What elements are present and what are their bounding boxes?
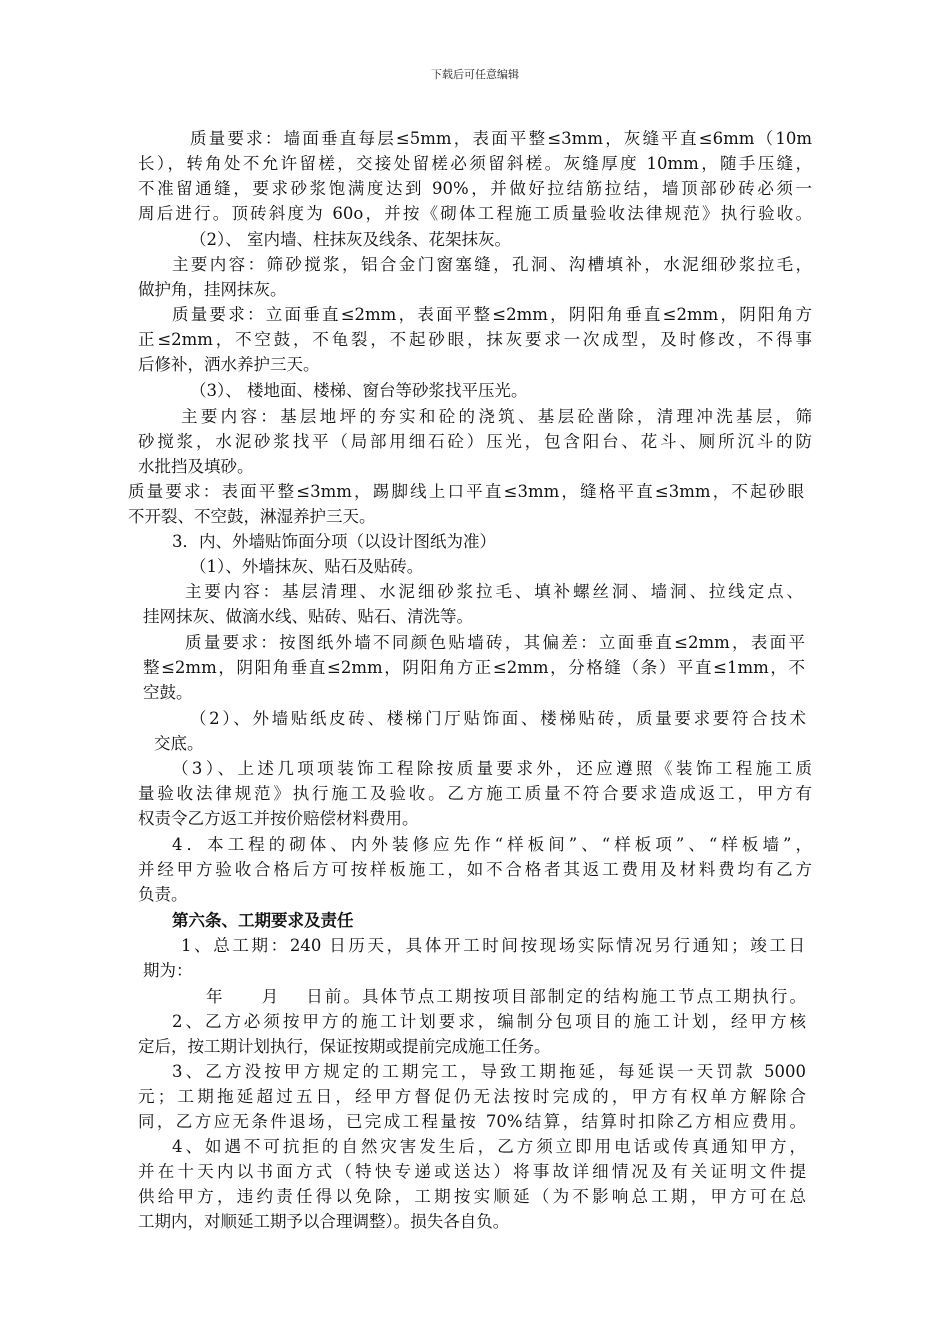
text-line: 长），转角处不允许留槎，交接处留槎必须留斜槎。灰缝厚度 10mm，随手压缝，	[138, 154, 812, 173]
text-line: 主要内容：基层清理、水泥细砂浆拉毛、填补螺丝洞、墙洞、拉线定点、	[185, 582, 803, 601]
text-line: 不准留通缝，要求砂浆饱满度达到 90%，并做好拉结筋拉结，墙顶部砂砖必须一	[138, 179, 812, 198]
text-line: 砂搅浆，水泥砂浆找平（局部用细石砼）压光，包含阳台、花斗、厕所沉斗的防	[138, 432, 812, 451]
text-line: 主要内容：基层地坪的夯实和砼的浇筑、基层砼凿除，清理冲洗基层，筛	[181, 407, 812, 426]
text-line: 挂网抹灰、做滴水线、贴砖、贴石、清洗等。	[143, 607, 473, 626]
text-line: 权责令乙方返工并按价赔偿材料费用。	[138, 809, 419, 828]
text-line: 4．本工程的砌体、内外装修应先作“样板间”、“样板项”、“样板墙”，	[172, 835, 812, 854]
text-line: 做护角，挂网抹灰。	[138, 280, 287, 299]
text-line: 质量要求：表面平整≤3mm，踢脚线上口平直≤3mm，缝格平直≤3mm，不起砂眼	[128, 482, 804, 501]
text-line: 主要内容：筛砂搅浆，铝合金门窗塞缝，孔洞、沟槽填补，水泥细砂浆拉毛，	[172, 255, 812, 274]
text-line: 周后进行。顶砖斜度为 60o，并按《砌体工程施工质量验收法律规范》执行验收。	[138, 204, 812, 223]
text-line: 正≤2mm，不空鼓，不龟裂，不起砂眼，抹灰要求一次成型，及时修改，不得事	[138, 330, 812, 349]
text-line: 量验收法律规范》执行施工及验收。乙方施工质量不符合要求造成返工，甲方有	[138, 784, 812, 803]
text-line: 定后，按工期计划执行，保证按期或提前完成施工任务。	[138, 1037, 551, 1056]
text-line: （2）、 室内墙、柱抹灰及线条、花架抹灰。	[190, 230, 511, 249]
text-line: 并经甲方验收合格后方可按样板施工，如不合格者其返工费用及材料费均有乙方	[138, 860, 812, 879]
text-line: 整≤2mm，阴阳角垂直≤2mm，阴阳角方正≤2mm，分格缝（条）平直≤1mm，不	[143, 658, 805, 677]
text-line: 2、乙方必须按甲方的施工计划要求，编制分包项目的施工计划，经甲方核	[172, 1012, 806, 1031]
text-line: 质量要求：墙面垂直每层≤5mm，表面平整≤3mm，灰缝平直≤6mm（10m	[190, 129, 812, 148]
text-line: 空鼓。	[143, 683, 193, 702]
text-line: 年 月 日前。具体节点工期按项目部制定的结构施工节点工期执行。	[206, 987, 806, 1006]
page-header: 下载后可任意编辑	[431, 68, 519, 81]
text-line: 后修补，洒水养护三天。	[138, 355, 320, 374]
text-line: 水批挡及填砂。	[138, 457, 254, 476]
text-line: 元；工期拖延超过五日，经甲方督促仍无法按时完成的，甲方有权单方解除合	[138, 1087, 806, 1106]
text-line: 工期内，对顺延工期予以合理调整）。损失各自负。	[138, 1212, 510, 1231]
text-line: 同，乙方应无条件退场，已完成工程量按 70%结算，结算时扣除乙方相应费用。	[138, 1112, 806, 1131]
text-line: 4、如遇不可抗拒的自然灾害发生后，乙方须立即用电话或传真通知甲方，	[172, 1137, 806, 1156]
text-line: 负责。	[138, 885, 188, 904]
text-line: （3）、 楼地面、楼梯、窗台等砂浆找平压光。	[190, 381, 528, 400]
text-line: （1）、外墙抹灰、贴石及贴砖。	[190, 557, 424, 576]
text-line: 1、总工期：240 日历天，具体开工时间按现场实际情况另行通知；竣工日	[181, 936, 805, 955]
text-line: 交底。	[154, 734, 204, 753]
text-line: 期为：	[143, 961, 193, 980]
text-line: 质量要求：按图纸外墙不同颜色贴墙砖，其偏差：立面垂直≤2mm，表面平	[185, 633, 805, 652]
text-line: 不开裂、不空鼓，淋湿养护三天。	[128, 507, 376, 526]
text-line: 并在十天内以书面方式（特快专递或送达）将事故详细情况及有关证明文件提	[138, 1162, 806, 1181]
text-line: 质量要求：立面垂直≤2mm，表面平整≤2mm，阴阳角垂直≤2mm，阴阳角方	[172, 305, 812, 324]
section-heading: 第六条、工期要求及责任	[172, 911, 354, 930]
text-line: 3、乙方没按甲方规定的工期完工，导致工期拖延，每延误一天罚款 5000	[172, 1062, 806, 1081]
text-line: 供给甲方，违约责任得以免除，工期按实顺延（为不影响总工期，甲方可在总	[138, 1187, 806, 1206]
text-line: （3）、上述几项项装饰工程除按质量要求外，还应遵照《装饰工程施工质	[172, 759, 812, 778]
text-line: （2）、外墙贴纸皮砖、楼梯门厅贴饰面、楼梯贴砖，质量要求要符合技术	[190, 709, 806, 728]
text-line: 3．内、外墙贴饰面分项（以设计图纸为准）	[172, 532, 496, 551]
